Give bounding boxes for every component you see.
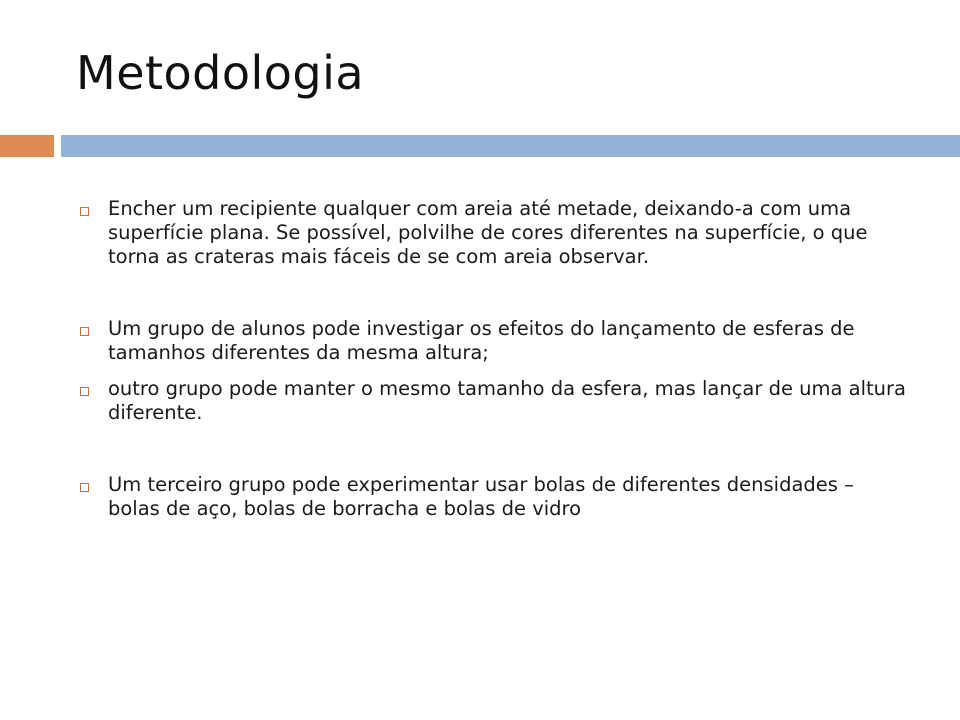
square-bullet-icon <box>80 387 89 396</box>
square-bullet-icon <box>80 483 89 492</box>
bullet-item <box>78 377 908 425</box>
bullet-text: Um grupo de alunos pode investigar os efeitos do lançamento de esferas de tamanhos diferentes da mesma altura; <box>108 317 855 364</box>
accent-bar-orange <box>0 135 54 157</box>
bullet-text: Encher um recipiente qualquer com areia até metade, deixando-a com uma superfície plana. Se possível, polvilhe de cores diferentes na superfície, o que torna as crateras mais fáceis de se com areia observar. <box>108 197 868 268</box>
bullet-item <box>78 317 908 365</box>
square-bullet-icon <box>80 327 89 336</box>
bullet-item <box>78 473 908 521</box>
bullet-list <box>78 197 908 521</box>
bullet-text: outro grupo pode manter o mesmo tamanho da esfera, mas lançar de uma altura diferente. <box>108 377 906 424</box>
bullet-item <box>78 197 908 269</box>
square-bullet-icon <box>80 207 89 216</box>
bullet-text: Um terceiro grupo pode experimentar usar bolas de diferentes densidades – bolas de aço, bolas de borracha e bolas de vidro <box>108 473 854 520</box>
slide-title: Metodologia <box>76 46 365 100</box>
accent-bar-blue <box>61 135 960 157</box>
